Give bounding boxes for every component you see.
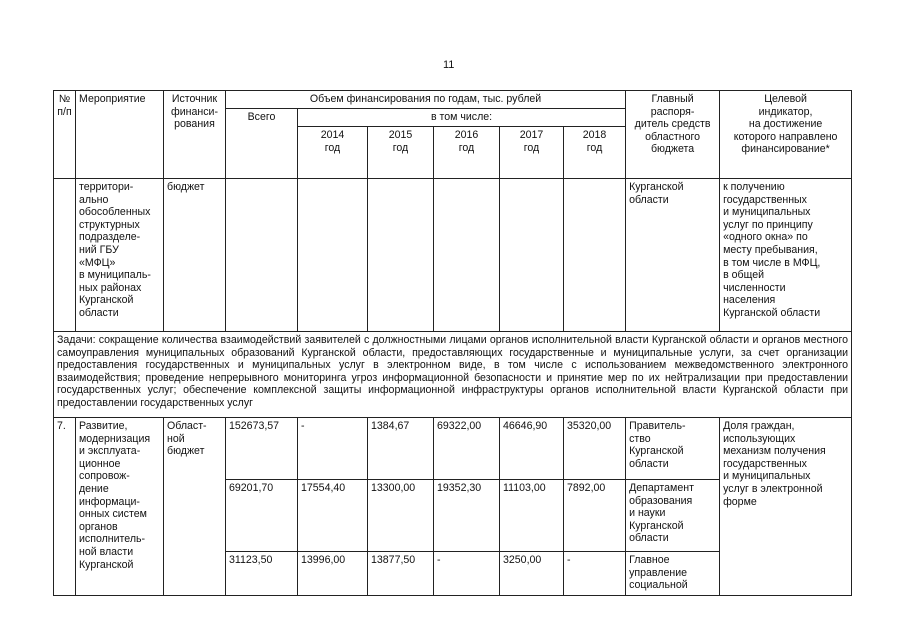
year-cell: 3250,00 (500, 552, 564, 596)
year-cell: 13996,00 (298, 552, 368, 596)
year-cell: 1384,67 (368, 418, 434, 480)
col-year-header: 2014 год (298, 127, 368, 179)
col-year-header: 2018 год (564, 127, 626, 179)
event-cell: Развитие, модернизация и эксплуата- ционное сопровож- дение информаци- онных систем органов исполнитель- ной власти Курганской (76, 418, 164, 596)
year-cell (368, 179, 434, 332)
target-cell: к получению государственных и муниципальных услуг по принципу «одного окна» по месту пребывания, в том числе в МФЦ, в общей численности населения Курганской области (720, 179, 852, 332)
financing-table (53, 90, 852, 596)
table-row (54, 179, 852, 332)
col-total-header: Всего (226, 109, 298, 179)
col-year-header: 2016 год (434, 127, 500, 179)
year-cell: 35320,00 (564, 418, 626, 480)
page-number: 11 (443, 59, 455, 71)
tasks-text: Задачи: сокращение количества взаимодействий заявителей с должностными лицами органов исполнительной власти Курганской области и органов местного самоуправления муниципальных образований Курганской области, предоставляющих государственные и муниципальные услуги, за счет организации предоставления государственных и муниципальных услуг в электронном виде, в том числе с использованием межведомственного электронного взаимодействия; проведение непрерывного мониторинга угроз информационной безопасности и принятие мер по их нейтрализации при предоставлении государственных услуг; обеспечение комплексной защиты информационной инфраструктуры органов исполнительной власти Курганской области при предоставлении государственных услуг (54, 332, 852, 418)
year-cell: 69322,00 (434, 418, 500, 480)
event-cell: территори- ально обособленных структурных подразделе- ний ГБУ «МФЦ» в муниципаль- ных районах Курганской области (76, 179, 164, 332)
total-cell: 31123,50 (226, 552, 298, 596)
col-source-header: Источник финанси- рования (164, 91, 226, 179)
col-num-header: № п/п (54, 91, 76, 179)
year-cell (434, 179, 500, 332)
source-cell: бюджет (164, 179, 226, 332)
col-year-header: 2017 год (500, 127, 564, 179)
num-cell (54, 179, 76, 332)
year-cell: 7892,00 (564, 480, 626, 552)
tasks-row (54, 332, 852, 418)
year-cell: 13300,00 (368, 480, 434, 552)
admin-cell: Правитель- ство Курганской области (626, 418, 720, 480)
col-target-header: Целевой индикатор, на достижение которого направлено финансирование* (720, 91, 852, 179)
admin-cell: Главное управление социальной (626, 552, 720, 596)
col-year-header: 2015 год (368, 127, 434, 179)
source-cell: Област- ной бюджет (164, 418, 226, 596)
year-cell: 46646,90 (500, 418, 564, 480)
total-cell (226, 179, 298, 332)
header-row-1 (54, 91, 852, 109)
year-cell: 13877,50 (368, 552, 434, 596)
year-cell: - (434, 552, 500, 596)
target-cell: Доля граждан, использующих механизм получения государственных и муниципальных услуг в электронной форме (720, 418, 852, 596)
year-cell: - (564, 552, 626, 596)
year-cell (564, 179, 626, 332)
total-cell: 152673,57 (226, 418, 298, 480)
year-cell: 19352,30 (434, 480, 500, 552)
col-event-header: Мероприятие (76, 91, 164, 179)
year-cell (500, 179, 564, 332)
year-cell (298, 179, 368, 332)
year-cell: 11103,00 (500, 480, 564, 552)
col-admin-header: Главный распоря- дитель средств областного бюджета (626, 91, 720, 179)
num-cell: 7. (54, 418, 76, 596)
year-cell: - (298, 418, 368, 480)
table-row (54, 418, 852, 480)
year-cell: 17554,40 (298, 480, 368, 552)
admin-cell: Департамент образования и науки Курганской области (626, 480, 720, 552)
total-cell: 69201,70 (226, 480, 298, 552)
col-incl-header: в том числе: (298, 109, 626, 127)
col-volume-header: Объем финансирования по годам, тыс. рублей (226, 91, 626, 109)
admin-cell: Курганской области (626, 179, 720, 332)
